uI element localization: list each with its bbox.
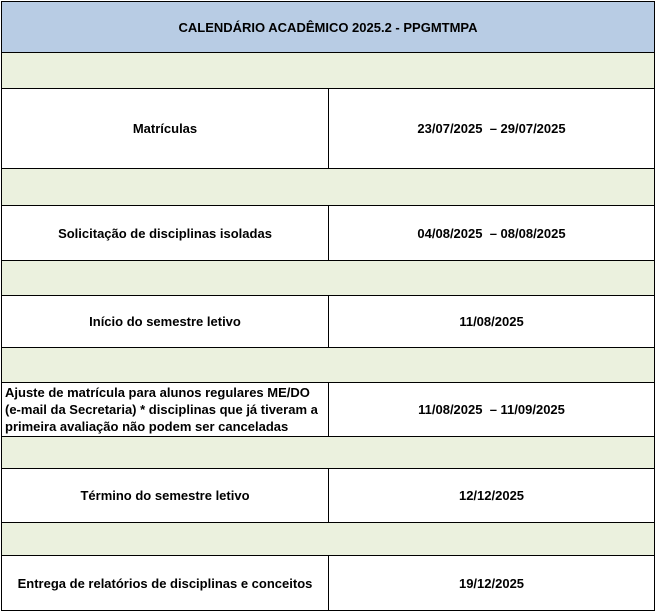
spacer-row	[2, 348, 655, 383]
spacer-cell	[2, 53, 655, 89]
table-row	[2, 89, 655, 169]
event-cell: Solicitação de disciplinas isoladas	[2, 206, 329, 261]
table-row	[2, 383, 655, 437]
date-cell: 11/08/2025 – 11/09/2025	[329, 383, 655, 437]
spacer-row	[2, 169, 655, 206]
academic-calendar-table	[1, 1, 655, 611]
event-cell: Término do semestre letivo	[2, 469, 329, 523]
date-cell: 12/12/2025	[329, 469, 655, 523]
spacer-cell	[2, 261, 655, 296]
event-cell: Início do semestre letivo	[2, 296, 329, 348]
spacer-cell	[2, 523, 655, 556]
date-cell: 04/08/2025 – 08/08/2025	[329, 206, 655, 261]
table-row	[2, 469, 655, 523]
spacer-cell	[2, 169, 655, 206]
spacer-cell	[2, 348, 655, 383]
date-cell: 23/07/2025 – 29/07/2025	[329, 89, 655, 169]
spacer-row	[2, 437, 655, 469]
date-cell: 11/08/2025	[329, 296, 655, 348]
title-row	[2, 2, 655, 53]
spacer-row	[2, 523, 655, 556]
event-cell: Matrículas	[2, 89, 329, 169]
event-cell: Ajuste de matrícula para alunos regulares ME/DO (e-mail da Secretaria) * disciplinas que já tiveram a primeira avaliação não podem ser canceladas	[2, 383, 329, 437]
table-row	[2, 206, 655, 261]
spacer-row	[2, 53, 655, 89]
table-row	[2, 556, 655, 611]
spacer-cell	[2, 437, 655, 469]
date-cell: 19/12/2025	[329, 556, 655, 611]
event-cell: Entrega de relatórios de disciplinas e conceitos	[2, 556, 329, 611]
calendar-title: CALENDÁRIO ACADÊMICO 2025.2 - PPGMTMPA	[2, 2, 655, 53]
spacer-row	[2, 261, 655, 296]
table-row	[2, 296, 655, 348]
